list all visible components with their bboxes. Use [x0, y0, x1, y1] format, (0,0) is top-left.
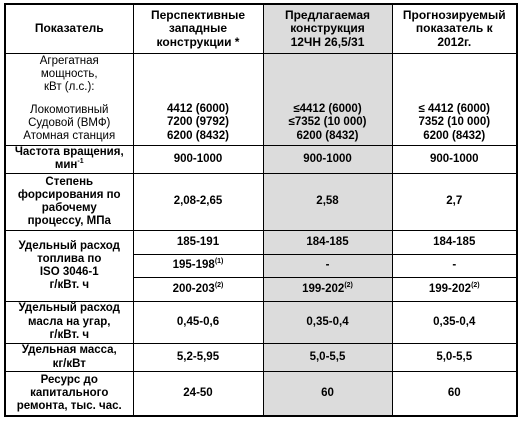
power-west-value: 7200 (9792)	[166, 116, 230, 129]
header-western-designs	[133, 4, 263, 53]
resource-proposed-value: 60	[263, 372, 392, 416]
power-row	[5, 53, 517, 145]
power-proposed-value: ≤7352 (10 000)	[288, 116, 367, 129]
header-west-line: Перспективные	[150, 7, 246, 22]
power-type-marine: Судовой (ВМФ)	[28, 116, 111, 129]
oil-label-line: г/кВт. ч	[49, 328, 90, 341]
comparison-table	[4, 3, 518, 417]
speed-label-cell	[5, 145, 133, 173]
speed-unit-exponent: -1	[77, 158, 84, 166]
resource-label-line: Ресурс до	[40, 373, 98, 386]
fuel-forecast-value	[392, 278, 517, 302]
speed-unit: мин	[54, 159, 78, 172]
fuel-west-value-text: 195-198	[172, 259, 215, 272]
fuel-label-line: Удельный расход	[18, 239, 120, 252]
power-proposed-value: ≤4412 (6000)	[293, 103, 362, 116]
header-forecast-line: показатель к	[415, 21, 493, 36]
fuel-label-line: топлива по	[37, 252, 102, 265]
fuel-proposed-value	[263, 231, 392, 255]
boost-proposed-value: 2,58	[263, 173, 392, 230]
fuel-west-value	[133, 231, 263, 255]
power-type-nuclear: Атомная станция	[23, 130, 116, 143]
footnote-1: (1)	[214, 258, 224, 266]
footnote-2: (2)	[214, 282, 224, 290]
power-label-line: кВт (л.с.):	[44, 81, 95, 94]
header-forecast	[392, 4, 517, 53]
resource-forecast-value: 60	[392, 372, 517, 416]
fuel-label-cell	[5, 231, 133, 302]
speed-forecast-value: 900-1000	[392, 145, 517, 173]
speed-row	[5, 145, 517, 173]
resource-row	[5, 372, 517, 416]
header-proposed-line: Предлагаемая	[284, 7, 371, 22]
oil-forecast-value: 0,35-0,4	[392, 301, 517, 343]
fuel-west-value	[133, 278, 263, 302]
fuel-west-value-text: 185-191	[176, 235, 220, 248]
power-forecast-cell	[392, 53, 517, 145]
power-west-value: 6200 (8432)	[166, 129, 230, 142]
resource-west-value: 24-50	[133, 372, 263, 416]
mass-forecast-value: 5,0-5,5	[392, 343, 517, 372]
boost-label-line: Степень	[45, 175, 94, 188]
power-proposed-cell	[263, 53, 392, 145]
fuel-proposed-value	[263, 254, 392, 278]
boost-label-line: процессу, МПа	[27, 215, 111, 228]
header-forecast-line: 2012г.	[437, 34, 472, 49]
resource-label-line: капитального	[30, 387, 109, 400]
mass-proposed-value: 5,0-5,5	[263, 343, 392, 372]
header-row	[5, 4, 517, 53]
fuel-forecast-value	[392, 231, 517, 255]
fuel-proposed-value-text: 199-202	[302, 282, 345, 295]
header-proposed-design	[263, 4, 392, 53]
mass-label-cell	[5, 343, 133, 372]
speed-west-value: 900-1000	[133, 145, 263, 173]
fuel-forecast-value	[392, 254, 517, 278]
boost-label-line: форсирования по	[17, 188, 121, 201]
footnote-2: (2)	[471, 282, 480, 290]
mass-label-line: кг/кВт	[52, 357, 86, 370]
mass-west-value: 5,2-5,95	[133, 343, 263, 372]
fuel-proposed-value-text: 184-185	[306, 235, 349, 248]
boost-row	[5, 173, 517, 230]
footnote-2: (2)	[344, 282, 353, 290]
mass-label-line: Удельная масса,	[21, 344, 117, 357]
speed-label-line: Частота вращения,	[14, 146, 124, 159]
oil-label-cell	[5, 301, 133, 343]
fuel-forecast-value-text: -	[452, 259, 457, 272]
power-label-line: Агрегатная	[39, 55, 99, 68]
power-label-cell	[5, 53, 133, 145]
oil-label-line: Удельный расход	[18, 302, 120, 315]
boost-label-line: рабочему	[41, 201, 97, 214]
resource-label-cell	[5, 372, 133, 416]
resource-label-line: ремонта, тыс. час.	[16, 400, 122, 413]
oil-row	[5, 301, 517, 343]
fuel-label-line: г/кВт. ч	[49, 279, 90, 292]
mass-row	[5, 343, 517, 372]
power-forecast-value: ≤ 4412 (6000)	[418, 103, 491, 116]
comparison-table-wrapper	[4, 3, 516, 417]
power-type-locomotive: Локомотивный	[30, 103, 109, 116]
power-label-line: мощность,	[40, 68, 98, 81]
oil-proposed-value: 0,35-0,4	[263, 301, 392, 343]
header-indicator: Показатель	[5, 4, 133, 53]
oil-west-value: 0,45-0,6	[133, 301, 263, 343]
speed-proposed-value: 900-1000	[263, 145, 392, 173]
fuel-proposed-value-text: -	[325, 259, 330, 272]
header-west-line: конструкции *	[156, 34, 240, 49]
fuel-forecast-value-text: 199-202	[428, 282, 472, 295]
power-forecast-value: 6200 (8432)	[423, 129, 486, 142]
power-west-cell	[133, 53, 263, 145]
oil-label-line: масла на угар,	[28, 315, 111, 328]
header-proposed-line: 12ЧН 26,5/31	[290, 34, 365, 49]
boost-forecast-value: 2,7	[392, 173, 517, 230]
header-proposed-line: конструкция	[290, 21, 365, 36]
power-forecast-value: 7352 (10 000)	[418, 116, 491, 129]
fuel-west-value	[133, 254, 263, 278]
power-west-value: 4412 (6000)	[166, 103, 230, 116]
boost-label-cell	[5, 173, 133, 230]
boost-west-value: 2,08-2,65	[133, 173, 263, 230]
header-west-line: западные	[168, 21, 228, 36]
fuel-west-value-text: 200-203	[172, 282, 215, 295]
header-forecast-line: Прогнозируемый	[402, 7, 506, 22]
speed-label-line	[8, 159, 131, 172]
power-proposed-value: 6200 (8432)	[296, 129, 359, 142]
fuel-forecast-value-text: 184-185	[433, 235, 476, 248]
fuel-label-line: ISO 3046-1	[39, 265, 99, 278]
fuel-row	[5, 231, 517, 255]
fuel-proposed-value	[263, 278, 392, 302]
